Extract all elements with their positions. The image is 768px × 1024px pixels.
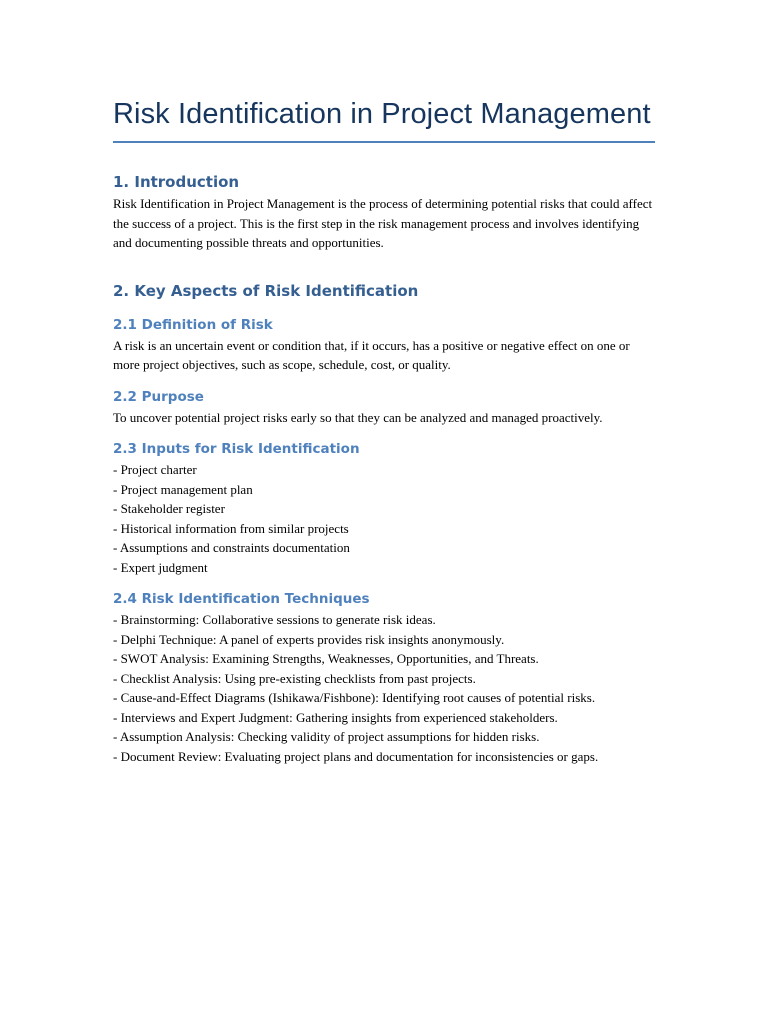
list-item: - Historical information from similar projects [113,520,349,536]
list-item: - Delphi Technique: A panel of experts provides risk insights anonymously. [113,631,505,647]
section-heading-introduction: 1. Introduction [113,173,240,191]
list-item: - Project management plan [113,481,253,497]
section-heading-key-aspects: 2. Key Aspects of Risk Identification [113,281,419,300]
list-item: - Document Review: Evaluating project plans and documentation for inconsistencies or gaps. [113,748,599,764]
purpose-paragraph: To uncover potential project risks early so that they can be analyzed and managed proactively. [113,409,603,425]
subsection-heading-techniques: 2.4 Risk Identification Techniques [113,591,370,607]
definition-paragraph: A risk is an uncertain event or condition that, if it occurs, has a positive or negative effect on one or more project objectives, such as scope, schedule, cost, or quality. [113,337,630,372]
subsection-heading-definition: 2.1 Definition of Risk [113,316,273,333]
list-item: - Assumption Analysis: Checking validity of project assumptions for hidden risks. [113,729,540,744]
document-title: Risk Identification in Project Management [113,98,651,130]
subsection-heading-purpose: 2.2 Purpose [113,388,204,405]
techniques-list [113,610,655,766]
list-item: - Assumptions and constraints documentation [113,540,350,555]
subsection-heading-inputs: 2.3 Inputs for Risk Identification [113,441,360,457]
list-item: - SWOT Analysis: Examining Strengths, Weaknesses, Opportunities, and Threats. [113,651,539,666]
list-item: - Expert judgment [113,559,208,575]
list-item: - Project charter [113,462,197,477]
list-item: - Cause-and-Effect Diagrams (Ishikawa/Fishbone): Identifying root causes of potential risks. [113,690,596,705]
introduction-paragraph: Risk Identification in Project Management is the process of determining potential risks that could affect the success of a project. This is the first step in the risk management process and involves identifying and documenting possible threats and opportunities. [113,196,653,250]
list-item: - Checklist Analysis: Using pre-existing checklists from past projects. [113,670,476,686]
list-item: - Stakeholder register [113,501,225,516]
list-item: - Brainstorming: Collaborative sessions to generate risk ideas. [113,612,436,627]
inputs-list [113,460,655,577]
list-item: - Interviews and Expert Judgment: Gathering insights from experienced stakeholders. [113,709,558,725]
title-underline [113,141,655,143]
document-page [113,94,655,766]
